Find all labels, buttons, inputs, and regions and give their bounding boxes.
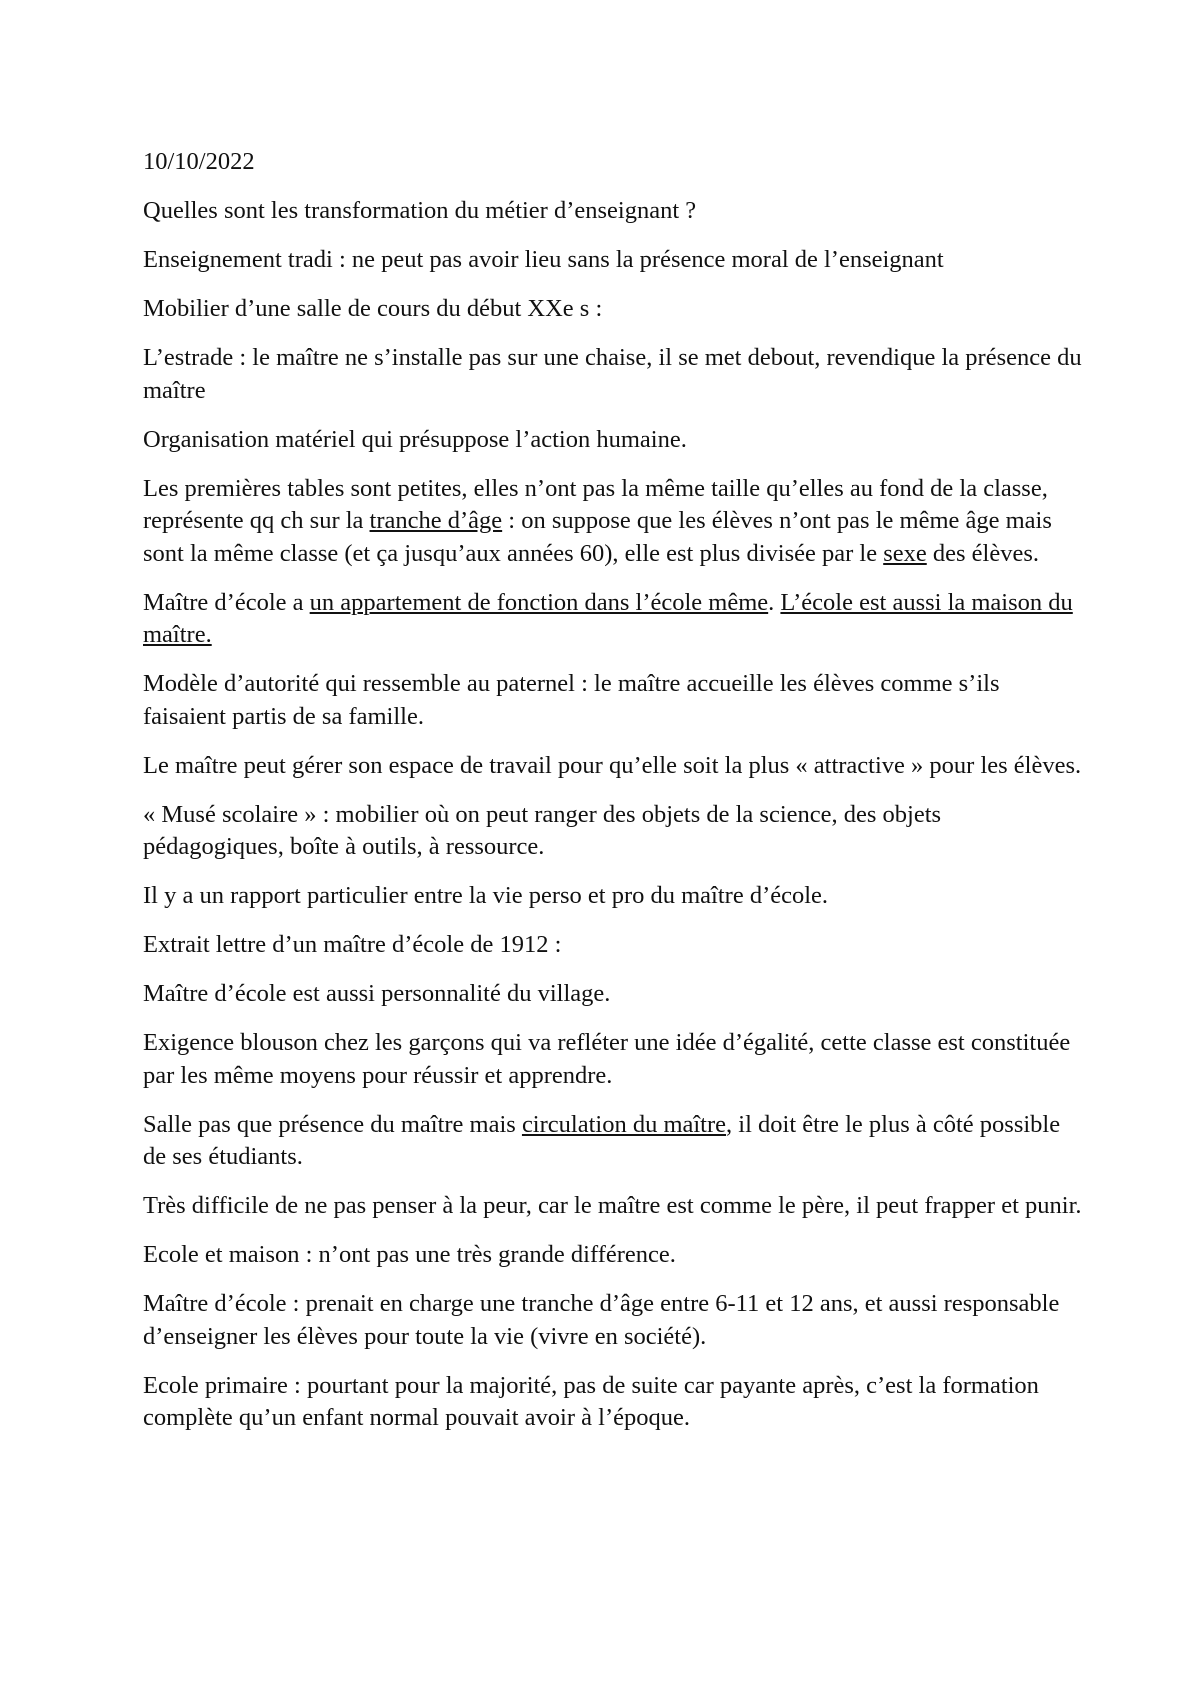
paragraph-extrait: Extrait lettre d’un maître d’école de 1912 :: [143, 931, 562, 958]
paragraph-espace: Le maître peut gérer son espace de travail pour qu’elle soit la plus « attractive » pour les élèves.: [143, 751, 1082, 779]
paragraph-blouson: Exigence blouson chez les garçons qui va refléter une idée d’égalité, cette classe est constituée par les même moyens pour réussir et apprendre.: [143, 1029, 1071, 1089]
paragraph-tranche-age: Maître d’école : prenait en charge une tranche d’âge entre 6-11 et 12 ans, et aussi responsable d’enseigner les élèves pour toute la vie (vivre en société).: [143, 1290, 1060, 1350]
paragraph-tables: [143, 473, 1083, 571]
text-span: , il doit être le plus à côté possible de ses étudiants.: [143, 1110, 1061, 1170]
text-span: .: [768, 588, 781, 616]
document-body: [143, 146, 1083, 1451]
text-span: des élèves.: [926, 539, 1039, 567]
underlined-text: L’école est aussi la maison du maître.: [143, 588, 1073, 648]
question-line: Quelles sont les transformation du métier d’enseignant ?: [143, 197, 697, 224]
text-span: Salle pas que présence du maître mais: [143, 1110, 522, 1138]
paragraph-estrade: L’estrade : le maître ne s’installe pas sur une chaise, il se met debout, revendique la présence du maître: [143, 344, 1082, 404]
paragraph-appartement: [143, 587, 1083, 652]
paragraph-circulation: [143, 1109, 1083, 1174]
underlined-text: un appartement de fonction dans l’école même: [309, 588, 769, 616]
text-span: Les premières tables sont petites, elles n’ont pas la même taille qu’elles au fond de la classe, représente qq ch sur la: [143, 474, 1048, 534]
paragraph-mobilier: Mobilier d’une salle de cours du début XXe s :: [143, 295, 603, 322]
paragraph-autorite: Modèle d’autorité qui ressemble au paternel : le maître accueille les élèves comme s’ils faisaient partis de sa famille.: [143, 670, 1000, 730]
text-span: Maître d’école a: [143, 588, 310, 616]
paragraph-ecole-primaire: Ecole primaire : pourtant pour la majorité, pas de suite car payante après, c’est la formation complète qu’un enfant normal pouvait avoir à l’époque.: [143, 1371, 1039, 1431]
paragraph-enseignement-tradi: Enseignement tradi : ne peut pas avoir lieu sans la présence moral de l’enseignant: [143, 246, 944, 273]
date-line: 10/10/2022: [143, 148, 255, 175]
underlined-text: circulation du maître: [521, 1110, 727, 1138]
underlined-text: tranche d’âge: [369, 507, 503, 534]
paragraph-rapport: Il y a un rapport particulier entre la vie perso et pro du maître d’école.: [143, 882, 829, 909]
text-span: : on suppose que les élèves n’ont pas le même âge mais sont la même classe (et ça jusqu’aux années 60), elle est plus divisée par le: [143, 507, 1052, 567]
paragraph-peur: Très difficile de ne pas penser à la peur, car le maître est comme le père, il peut frapper et punir.: [143, 1192, 1082, 1219]
underlined-text: sexe: [883, 539, 927, 567]
paragraph-ecole-maison: Ecole et maison : n’ont pas une très grande différence.: [143, 1241, 676, 1268]
paragraph-organisation: Organisation matériel qui présuppose l’action humaine.: [143, 425, 687, 453]
paragraph-muse: « Musé scolaire » : mobilier où on peut ranger des objets de la science, des objets pédagogiques, boîte à outils, à ressource.: [143, 800, 942, 860]
paragraph-personnalite: Maître d’école est aussi personnalité du village.: [143, 980, 611, 1007]
